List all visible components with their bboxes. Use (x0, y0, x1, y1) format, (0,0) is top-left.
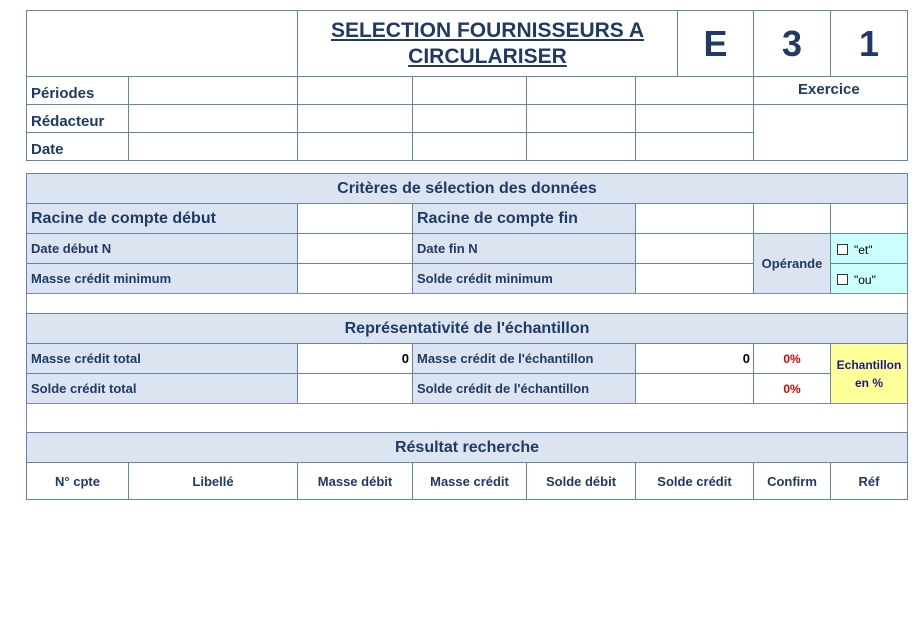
results-col-label-label: Libellé (192, 473, 234, 489)
results-col-credit-balance-label: Solde crédit (657, 473, 732, 489)
min-credit-mass-label: Masse crédit minimum (31, 271, 172, 286)
date-input-2[interactable] (297, 132, 413, 161)
operand-label-cell (753, 233, 831, 294)
code-number-1: 3 (781, 22, 803, 64)
results-col-debit-mass[interactable] (297, 462, 413, 500)
criteria-section-title: Critères de sélection des données (337, 179, 597, 197)
results-col-debit-balance[interactable] (526, 462, 636, 500)
operand-or-checkbox[interactable] (837, 274, 848, 285)
redacteur-input-3[interactable] (412, 104, 527, 133)
account-root-start-label: Racine de compte début (31, 209, 216, 227)
sample-credit-mass-label: Masse crédit de l'échantillon (417, 351, 594, 366)
periodes-label-cell (26, 76, 129, 105)
results-col-label[interactable] (128, 462, 298, 500)
header-blank-cell (26, 10, 298, 77)
total-credit-balance-value-cell (297, 373, 413, 404)
code-num1-cell (753, 10, 831, 77)
periodes-label: Périodes (31, 85, 95, 102)
results-col-ref-label: Réf (858, 473, 880, 489)
date-input-5[interactable] (635, 132, 754, 161)
min-credit-mass-label-cell (26, 263, 298, 294)
sample-credit-balance-label-cell (412, 373, 636, 404)
criteria-section-header (26, 173, 908, 204)
account-root-start-label-cell (26, 203, 298, 234)
min-credit-balance-label: Solde crédit minimum (417, 271, 553, 286)
min-credit-balance-label-cell (412, 263, 636, 294)
representativity-spacer-row (26, 403, 908, 433)
results-col-account-number[interactable] (26, 462, 129, 500)
results-col-credit-balance[interactable] (635, 462, 754, 500)
total-credit-mass-label-cell (26, 343, 298, 374)
total-credit-mass-value-cell (297, 343, 413, 374)
criteria-blank-cell-2 (830, 203, 908, 234)
account-root-end-label-cell (412, 203, 636, 234)
date-start-label-cell (26, 233, 298, 264)
account-root-end-input[interactable] (635, 203, 754, 234)
date-input-3[interactable] (412, 132, 527, 161)
date-label-cell (26, 132, 129, 161)
min-credit-mass-input[interactable] (297, 263, 413, 294)
periodes-input-2[interactable] (297, 76, 413, 105)
redacteur-label-cell (26, 104, 129, 133)
date-label: Date (31, 141, 64, 158)
min-credit-balance-input[interactable] (635, 263, 754, 294)
exercice-label-cell (753, 76, 908, 105)
date-start-label: Date début N (31, 241, 112, 256)
page-title-cell (297, 10, 678, 77)
code-num2-cell (830, 10, 908, 77)
redacteur-input-5[interactable] (635, 104, 754, 133)
results-col-confirm-label: Confirm (767, 473, 817, 489)
date-end-input[interactable] (635, 233, 754, 264)
exercice-value-cell[interactable] (753, 104, 908, 161)
operand-and-checkbox[interactable] (837, 244, 848, 255)
operand-and-wrapper (837, 241, 873, 259)
sample-credit-balance-value-cell (635, 373, 754, 404)
date-start-input[interactable] (297, 233, 413, 264)
sample-pct-label: Echantillon en % (836, 357, 902, 390)
results-col-credit-mass[interactable] (412, 462, 527, 500)
operand-and-label: "et" (854, 243, 873, 257)
date-input-4[interactable] (526, 132, 636, 161)
date-end-label: Date fin N (417, 241, 478, 256)
sample-pct-label-cell (830, 343, 908, 404)
operand-or-option[interactable] (830, 263, 908, 294)
sample-credit-mass-value-cell (635, 343, 754, 374)
results-col-debit-balance-label: Solde débit (545, 473, 617, 489)
operand-and-option[interactable] (830, 233, 908, 264)
sample-credit-mass-label-cell (412, 343, 636, 374)
results-section-title: Résultat recherche (394, 438, 540, 456)
page-title: SELECTION FOURNISSEURS A CIRCULARISER (330, 18, 645, 68)
code-letter: E (703, 22, 728, 64)
exercice-label: Exercice (798, 81, 860, 98)
redacteur-input-4[interactable] (526, 104, 636, 133)
results-col-ref[interactable] (830, 462, 908, 500)
redacteur-input-1[interactable] (128, 104, 298, 133)
total-credit-mass-label: Masse crédit total (31, 351, 141, 366)
periodes-input-5[interactable] (635, 76, 754, 105)
total-credit-mass-value: 0 (401, 351, 409, 366)
periodes-input-1[interactable] (128, 76, 298, 105)
total-credit-balance-label: Solde crédit total (31, 381, 137, 396)
code-letter-cell (677, 10, 754, 77)
sample-credit-balance-pct: 0% (783, 381, 801, 396)
account-root-end-label: Racine de compte fin (417, 209, 578, 227)
criteria-spacer-row (26, 293, 908, 314)
representativity-section-header (26, 313, 908, 344)
code-number-2: 1 (858, 22, 880, 64)
representativity-section-title: Représentativité de l'échantillon (344, 319, 590, 337)
results-col-confirm[interactable] (753, 462, 831, 500)
sample-credit-balance-label: Solde crédit de l'échantillon (417, 381, 590, 396)
account-root-start-input[interactable] (297, 203, 413, 234)
date-input-1[interactable] (128, 132, 298, 161)
operand-or-wrapper (837, 271, 876, 289)
results-col-credit-mass-label: Masse crédit (430, 473, 509, 489)
periodes-input-3[interactable] (412, 76, 527, 105)
results-col-account-number-label: N° cpte (55, 473, 100, 489)
results-col-debit-mass-label: Masse débit (317, 473, 393, 489)
sample-credit-balance-pct-cell (753, 373, 831, 404)
total-credit-balance-label-cell (26, 373, 298, 404)
redacteur-input-2[interactable] (297, 104, 413, 133)
operand-label: Opérande (761, 256, 823, 271)
operand-or-label: "ou" (854, 273, 876, 287)
sample-credit-mass-pct-cell (753, 343, 831, 374)
results-section-header (26, 432, 908, 463)
redacteur-label: Rédacteur (31, 113, 105, 130)
sample-credit-mass-value: 0 (742, 351, 750, 366)
criteria-blank-cell-1 (753, 203, 831, 234)
sample-credit-mass-pct: 0% (783, 351, 801, 366)
periodes-input-4[interactable] (526, 76, 636, 105)
date-end-label-cell (412, 233, 636, 264)
